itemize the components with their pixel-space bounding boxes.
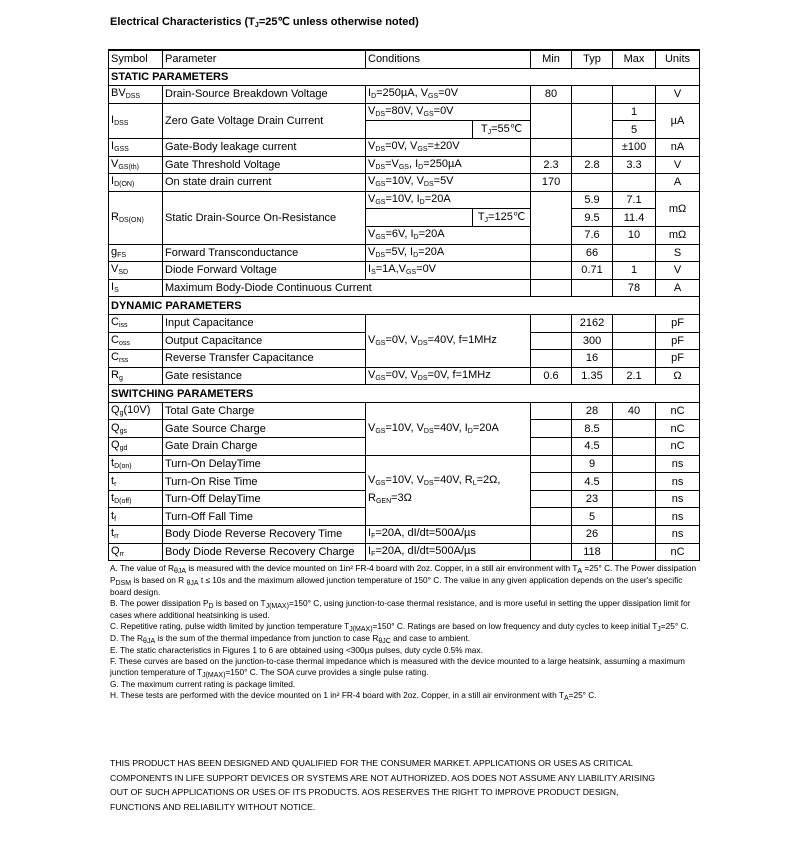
max-value (613, 490, 656, 508)
typ-value: 26 (572, 526, 613, 544)
symbol: gFS (109, 244, 163, 262)
table-row (109, 103, 700, 121)
conditions: IS=1A,VGS=0V (366, 262, 531, 280)
unit: ns (656, 508, 700, 526)
typ-value: 9 (572, 455, 613, 473)
header-max: Max (613, 50, 656, 68)
symbol: trr (109, 526, 163, 544)
min-value (531, 332, 572, 350)
typ-value: 0.71 (572, 262, 613, 280)
unit: mΩ (656, 226, 700, 244)
conditions: VDS=0V, VGS=±20V (366, 138, 531, 156)
conditions: VGS=10V, VDS=5V (366, 174, 531, 192)
table-row (109, 191, 700, 209)
header-parameter: Parameter (163, 50, 366, 68)
parameter: Forward Transconductance (163, 244, 366, 262)
min-value (531, 526, 572, 544)
footnote-c: C. Repetitive rating, pulse width limited by junction temperature $T_{J(MAX)}=150^\circ$ C. Ratings are based on low frequency and duty cycles to keep initial $T_J=25^\circ$ C. (110, 621, 689, 633)
section-dynamic (109, 297, 700, 315)
parameter: Body Diode Reverse Recovery Charge (163, 543, 366, 561)
header-symbol: Symbol (109, 50, 163, 68)
symbol: tf (109, 508, 163, 526)
max-value (613, 350, 656, 368)
parameter: Turn-On DelayTime (163, 455, 366, 473)
parameter: Reverse Transfer Capacitance (163, 350, 366, 368)
symbol: Qrr (109, 543, 163, 561)
min-value (531, 420, 572, 438)
min-value (531, 191, 572, 244)
symbol: IDSS (109, 103, 163, 138)
symbol: IS (109, 279, 163, 297)
max-value: 1 (613, 103, 656, 121)
unit: ns (656, 490, 700, 508)
symbol: Rg (109, 367, 163, 385)
parameter: Gate Source Charge (163, 420, 366, 438)
conditions: TJ=55℃ (473, 121, 531, 139)
table-row (109, 262, 700, 280)
parameter: Gate Drain Charge (163, 438, 366, 456)
parameter: Gate Threshold Voltage (163, 156, 366, 174)
unit: nC (656, 420, 700, 438)
parameter: Output Capacitance (163, 332, 366, 350)
min-value (531, 103, 572, 138)
max-value (613, 332, 656, 350)
min-value (531, 244, 572, 262)
typ-value: 9.5 (572, 209, 613, 227)
symbol: Qg(10V) (109, 402, 163, 420)
header-typ: Typ (572, 50, 613, 68)
min-value (531, 138, 572, 156)
conditions: VGS=6V, ID=20A (366, 226, 531, 244)
footnote-e: E. The static characteristics in Figures 1 to 6 are obtained using <300µs pulses, duty cycle 0.5% max. (110, 645, 483, 655)
unit: V (656, 156, 700, 174)
table-row (109, 156, 700, 174)
conditions: VGS=0V, VDS=40V, f=1MHz (366, 314, 531, 367)
disclaimer-line: THIS PRODUCT HAS BEEN DESIGNED AND QUALIFIED FOR THE CONSUMER MARKET. APPLICATIONS OR USES AS CRITICAL (110, 758, 633, 768)
typ-value: 8.5 (572, 420, 613, 438)
conditions: VGS=10V, VDS=40V, RL=2Ω, RGEN=3Ω (366, 455, 531, 525)
unit: mΩ (656, 191, 700, 226)
min-value (531, 473, 572, 491)
symbol: Crss (109, 350, 163, 368)
unit: A (656, 279, 700, 297)
typ-value: 66 (572, 244, 613, 262)
max-value: 7.1 (613, 191, 656, 209)
parameter: Maximum Body-Diode Continuous Current (163, 279, 531, 297)
symbol: ID(ON) (109, 174, 163, 192)
min-value (531, 350, 572, 368)
max-value (613, 526, 656, 544)
parameter: Static Drain-Source On-Resistance (163, 191, 366, 244)
footnote-f: F. These curves are based on the junction-to-case thermal impedance which is measured with the device mounted to a large heatsink, assuming a maximum junction temperature of $T_{J(MAX)}=150^\circ$ C. The SOA curve provides a single pulse rating. (110, 656, 685, 679)
typ-value (572, 279, 613, 297)
footnote-b: B. The power dissipation $P_D$ is based on $T_{J(MAX)}=150^\circ$ C, using junction-to-case thermal resistance, and is more useful in setting the upper dissipation limit for cases where additional heatsinking is used. (110, 598, 691, 620)
parameter: Body Diode Reverse Recovery Time (163, 526, 366, 544)
table-row (109, 279, 700, 297)
unit: ns (656, 455, 700, 473)
table-row (109, 526, 700, 544)
max-value: 5 (613, 121, 656, 139)
min-value (531, 543, 572, 561)
unit: nC (656, 543, 700, 561)
typ-value: 4.5 (572, 473, 613, 491)
min-value: 0.6 (531, 367, 572, 385)
max-value (613, 508, 656, 526)
table-row (109, 174, 700, 192)
max-value (613, 174, 656, 192)
min-value: 2.3 (531, 156, 572, 174)
max-value: 11.4 (613, 209, 656, 227)
max-value: 78 (613, 279, 656, 297)
symbol: tr (109, 473, 163, 491)
typ-value: 300 (572, 332, 613, 350)
section-title: SWITCHING PARAMETERS (109, 385, 700, 403)
conditions: VGS=10V, VDS=40V, ID=20A (366, 402, 531, 455)
parameter: Gate resistance (163, 367, 366, 385)
parameter: Drain-Source Breakdown Voltage (163, 86, 366, 104)
symbol: Qgs (109, 420, 163, 438)
page-title: Electrical Characteristics (TJ=25℃ unless otherwise noted) (110, 16, 419, 29)
max-value (613, 473, 656, 491)
table-row (109, 138, 700, 156)
max-value (613, 438, 656, 456)
typ-value: 1.35 (572, 367, 613, 385)
symbol: VGS(th) (109, 156, 163, 174)
conditions: TJ=125℃ (473, 209, 531, 227)
max-value (613, 543, 656, 561)
symbol: RDS(ON) (109, 191, 163, 244)
unit: ns (656, 526, 700, 544)
conditions: VDS=80V, VGS=0V (366, 103, 531, 121)
max-value: ±100 (613, 138, 656, 156)
max-value: 10 (613, 226, 656, 244)
symbol: Ciss (109, 314, 163, 332)
typ-value: 2162 (572, 314, 613, 332)
conditions: IF=20A, dI/dt=500A/µs (366, 543, 531, 561)
typ-value: 4.5 (572, 438, 613, 456)
disclaimer-line: FUNCTIONS AND RELIABILITY WITHOUT NOTICE. (110, 801, 316, 812)
typ-value: 118 (572, 543, 613, 561)
conditions: VGS=10V, ID=20A (366, 191, 531, 209)
unit: V (656, 262, 700, 280)
unit: Ω (656, 367, 700, 385)
header-conditions: Conditions (366, 50, 531, 68)
section-title: STATIC PARAMETERS (109, 68, 700, 86)
max-value: 2.1 (613, 367, 656, 385)
typ-value: 16 (572, 350, 613, 368)
unit: V (656, 86, 700, 104)
typ-value (572, 86, 613, 104)
min-value (531, 262, 572, 280)
parameter: Turn-On Rise Time (163, 473, 366, 491)
typ-value (572, 138, 613, 156)
section-static (109, 68, 700, 86)
disclaimer-line: OUT OF SUCH APPLICATIONS OR USES OF ITS PRODUCTS. AOS RESERVES THE RIGHT TO IMPROVE PRODUCT DESIGN, (110, 787, 619, 797)
typ-value: 23 (572, 490, 613, 508)
parameter: Total Gate Charge (163, 402, 366, 420)
disclaimer (110, 756, 710, 814)
min-value (531, 314, 572, 332)
section-title: DYNAMIC PARAMETERS (109, 297, 700, 315)
unit: A (656, 174, 700, 192)
parameter: Diode Forward Voltage (163, 262, 366, 280)
conditions: IF=20A, dI/dt=500A/µs (366, 526, 531, 544)
conditions: VGS=0V, VDS=0V, f=1MHz (366, 367, 531, 385)
unit: ns (656, 473, 700, 491)
max-value (613, 420, 656, 438)
conditions-blank (366, 121, 473, 139)
max-value (613, 86, 656, 104)
unit: pF (656, 332, 700, 350)
header-units: Units (656, 50, 700, 68)
min-value (531, 508, 572, 526)
symbol: VSD (109, 262, 163, 280)
unit: nA (656, 138, 700, 156)
min-value: 80 (531, 86, 572, 104)
symbol: Coss (109, 332, 163, 350)
table-row (109, 86, 700, 104)
typ-value (572, 174, 613, 192)
max-value: 3.3 (613, 156, 656, 174)
parameter: Turn-Off Fall Time (163, 508, 366, 526)
table-row (109, 314, 700, 332)
table-row (109, 543, 700, 561)
table-row (109, 244, 700, 262)
min-value (531, 402, 572, 420)
typ-value: 5.9 (572, 191, 613, 209)
unit: nC (656, 438, 700, 456)
symbol: tD(off) (109, 490, 163, 508)
parameter: On state drain current (163, 174, 366, 192)
footnote-d: D. The $R_{\theta JA}$ is the sum of the thermal impedance from junction to case $R_{\theta JC}$ and case to ambient. (110, 633, 471, 645)
table-row (109, 455, 700, 473)
typ-value: 7.6 (572, 226, 613, 244)
unit: pF (656, 314, 700, 332)
conditions: ID=250µA, VGS=0V (366, 86, 531, 104)
typ-value: 28 (572, 402, 613, 420)
table-row (109, 402, 700, 420)
table-row (109, 367, 700, 385)
symbol: BVDSS (109, 86, 163, 104)
min-value (531, 455, 572, 473)
unit: nC (656, 402, 700, 420)
min-value (531, 490, 572, 508)
footnote-a: A. The value of $R_{\theta JA}$ is measured with the device mounted on 1in² FR-4 board with 2oz. Copper, in a still air environment with $T_A =25^\circ$ C. The Power dissipation $P_{DSM}$ is based on R $_{\theta JA}$ t ≤ 10s and the maximum allowed junction temperature of 150° C. The value in any given application depends on the user's specific board design. (110, 563, 697, 597)
electrical-characteristics-table (108, 49, 700, 561)
symbol: tD(on) (109, 455, 163, 473)
parameter: Input Capacitance (163, 314, 366, 332)
max-value (613, 455, 656, 473)
min-value (531, 279, 572, 297)
conditions: VDS=VGS, ID=250µA (366, 156, 531, 174)
section-switching (109, 385, 700, 403)
conditions: VDS=5V, ID=20A (366, 244, 531, 262)
typ-value: 5 (572, 508, 613, 526)
header-min: Min (531, 50, 572, 68)
footnotes (110, 563, 700, 702)
symbol: IGSS (109, 138, 163, 156)
unit: S (656, 244, 700, 262)
disclaimer-line: COMPONENTS IN LIFE SUPPORT DEVICES OR SYSTEMS ARE NOT AUTHORIZED. AOS DOES NOT ASSUME ANY LIABILITY ARISING (110, 772, 656, 783)
conditions-blank (366, 209, 473, 227)
footnote-h: H. These tests are performed with the device mounted on 1 in² FR-4 board with 2oz. Copper, in a still air environment with $T_A=25^\circ$ C. (110, 690, 597, 702)
unit: pF (656, 350, 700, 368)
max-value (613, 314, 656, 332)
symbol: Qgd (109, 438, 163, 456)
footnote-g: G. The maximum current rating is package limited. (110, 679, 296, 689)
parameter: Gate-Body leakage current (163, 138, 366, 156)
table-header-row (109, 50, 700, 68)
min-value (531, 438, 572, 456)
typ-value: 2.8 (572, 156, 613, 174)
typ-value (572, 103, 613, 138)
max-value: 1 (613, 262, 656, 280)
min-value: 170 (531, 174, 572, 192)
max-value: 40 (613, 402, 656, 420)
max-value (613, 244, 656, 262)
parameter: Zero Gate Voltage Drain Current (163, 103, 366, 138)
parameter: Turn-Off DelayTime (163, 490, 366, 508)
unit: µA (656, 103, 700, 138)
